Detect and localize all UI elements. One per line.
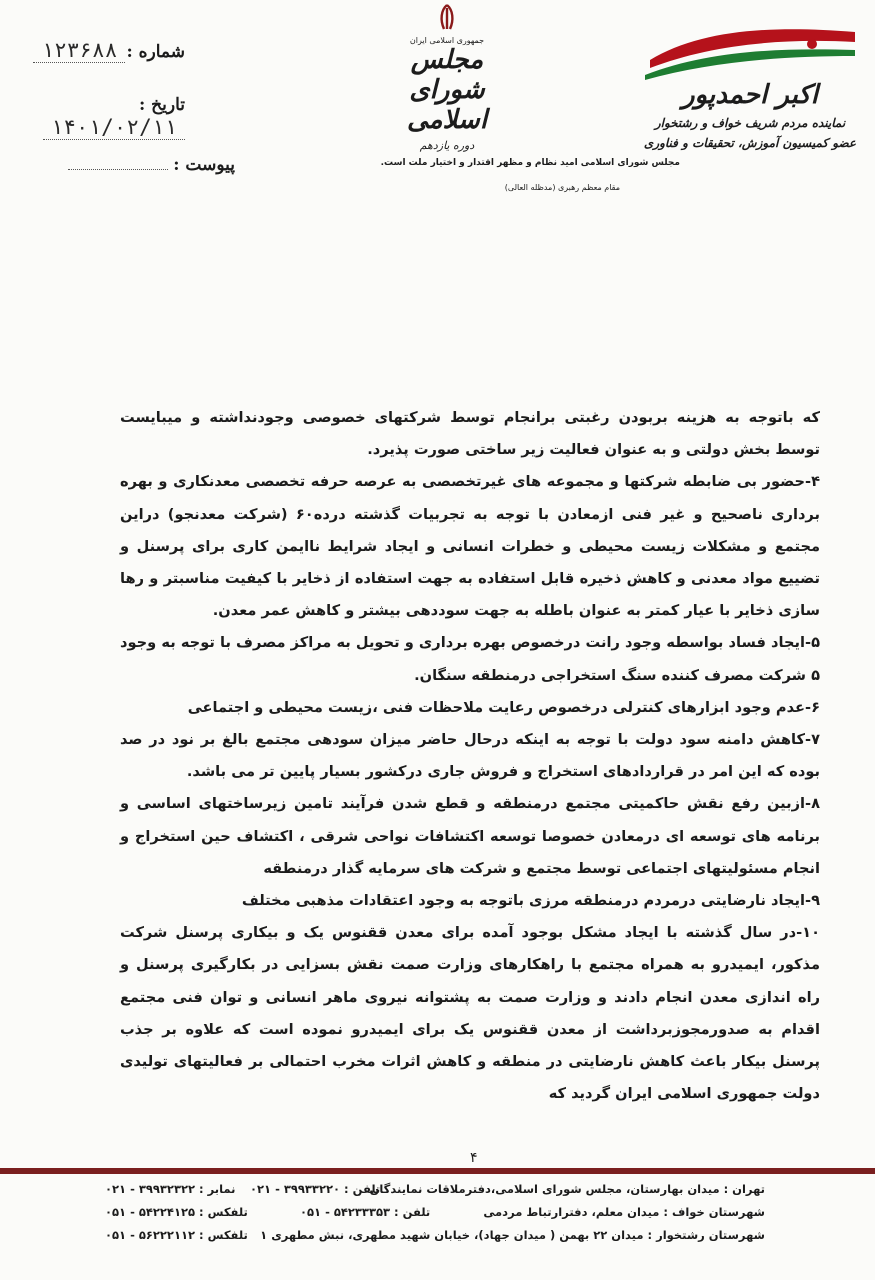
motto-author: مقام معظم رهبری (مدظله العالی) <box>504 183 620 192</box>
number-row <box>33 38 185 62</box>
footer-khaf-phone: تلفن : ۵۴۲۳۳۳۵۳ - ۰۵۱ <box>300 1205 431 1219</box>
footer-tehran-fax: نمابر : ۳۹۹۳۲۳۲۲ - ۰۲۱ <box>105 1182 236 1196</box>
body-paragraph-5: ۷-کاهش دامنه سود دولت با توجه به اینکه درحال حاضر میزان سودهی مجتمع بالغ بر نود در صد بوده که این امر در قراردادهای استخراج و فروش جاری درکشور بسیار پایین تر می باشد. <box>120 731 820 781</box>
footer-tehran-address: تهران : میدان بهارستان، مجلس شورای اسلامی،دفترملاقات نمایندگان <box>369 1182 765 1196</box>
date-row <box>0 95 185 139</box>
attachment-label: پیوست : <box>173 155 235 175</box>
attachment-row <box>68 155 235 175</box>
body-paragraph-6: ۸-ازبین رفع نقش حاکمیتی مجتمع درمنطقه و قطع شدن فرآیند تامین زیرساختهای اساسی و برنامه های توسعه ای درمعادن خصوصا توسعه اکتشافات نواحی شرقی ، اکتشاف حین استخراج و انجام مسئولیتهای اجتماعی توسط مجتمع و شرکت های سرمایه گذار درمنطقه <box>120 795 820 877</box>
attachment-line <box>68 169 168 170</box>
date-value: ۱۴۰۱/۰۲/۱۱ <box>43 115 185 140</box>
number-value: ۱۲۳۶۸۸ <box>33 38 125 63</box>
body-paragraph-8: ۱۰-در سال گذشته با ایجاد مشکل بوجود آمده برای معدن ققنوس یک و بیکاری پرسنل شرکت مذکور، ایمیدرو به همراه مجتمع با راهکارهای وزارت صمت نقش بسزایی در بکارگیری پرسنل و راه اندازی معدن انجام دادند و وزارت صمت به پشتوانه نیروی ماهر انسانی و توان فنی مجتمع اقدام به صدورمجوزبرداشت از معدن ققنوس یک برای ایمیدرو نموده است که علاوه بر جذب پرسنل بیکار باعث کاهش نارضایتی در منطقه و کاهش اثرات مخرب احتمالی بر فعالیتهای تولیدی دولت جمهوری اسلامی ایران گردید که <box>120 924 820 1103</box>
body-paragraph-2: ۴-حضور بی ضابطه شرکتها و مجموعه های غیرتخصصی به عرصه حرفه تخصصی معدنکاری و بهره برداری ناصحیح و غیر فنی ازمعادن با توجه به تجربیات گذشته درده۶۰ (شرکت معدنجو) دراین مجتمع و مشکلات زیست محیطی و خطرات انسانی و ایجاد شرایط ناایمن کاری برای پرسنل و تضییع مواد معدنی و کاهش ذخیره قابل استفاده به جهت استفاده از ذخایر با کیفیت مناسبتر و رها سازی ذخایر با عیار کمتر به عنوان باطله به جهت سوددهی بیشتر و کاهش عمر معدن. <box>120 473 820 620</box>
representative-name: اکبر احمدپور <box>681 80 819 110</box>
body-paragraph-7: ۹-ایجاد نارضایتی درمردم درمنطقه مرزی باتوجه به وجود اعتقادات مذهبی مختلف <box>241 892 820 910</box>
date-label: تاریخ : <box>138 95 185 115</box>
representative-constituency: نماینده مردم شریف خواف و رشتخوار <box>654 116 846 130</box>
parliament-emblem <box>372 0 522 205</box>
emblem-term: دوره یازدهم <box>419 139 475 152</box>
representative-commission: عضو کمیسیون آموزش، تحقیقات و فناوری <box>643 136 857 150</box>
page-number: ۴ <box>470 1150 478 1166</box>
body-paragraph-1: که باتوجه به هزینه بربودن رغبتی برانجام توسط شرکتهای خصوصی وجودنداشته و میبایست توسط بخش دولتی و به عنوان فعالیت زیر ساختی صورت پذیرد. <box>120 409 820 459</box>
number-label: شماره : <box>126 42 185 62</box>
emblem-country: جمهوری اسلامی ایران <box>409 36 485 45</box>
motto: مجلس شورای اسلامی امید نظام و مظهر اقتدار و اختیار ملت است. <box>380 158 680 168</box>
footer-roshtkhar-address: شهرستان رشتخوار : میدان ۲۲ بهمن ( میدان جهاد)، خیابان شهید مطهری، نبش مطهری ۱ <box>260 1228 765 1242</box>
footer-tehran-phone: تلفن : ۳۹۹۳۳۲۲۰ - ۰۲۱ <box>250 1182 381 1196</box>
body-paragraph-3: ۵-ایجاد فساد بواسطه وجود رانت درخصوص بهره برداری و تحویل به مراکز مصرف با توجه به وجود ۵ شرکت مصرف کننده سنگ استخراجی درمنطقه سنگان. <box>120 634 820 684</box>
footer-khaf-address: شهرستان خواف : میدان معلم، دفترارتباط مردمی <box>483 1205 765 1219</box>
footer-roshtkhar-fax: تلفکس : ۵۶۲۲۲۱۱۲ - ۰۵۱ <box>105 1228 248 1242</box>
footer-khaf-fax: تلفکس : ۵۴۲۲۴۱۲۵ - ۰۵۱ <box>105 1205 248 1219</box>
emblem-title: مجلس شورای اسلامی <box>406 45 488 135</box>
letter-body <box>120 402 820 1110</box>
footer-divider <box>0 1168 875 1174</box>
body-paragraph-4: ۶-عدم وجود ابزارهای کنترلی درخصوص رعایت ملاحظات فنی ،زیست محیطی و اجتماعی <box>187 698 820 716</box>
iran-emblem-icon <box>432 2 462 32</box>
